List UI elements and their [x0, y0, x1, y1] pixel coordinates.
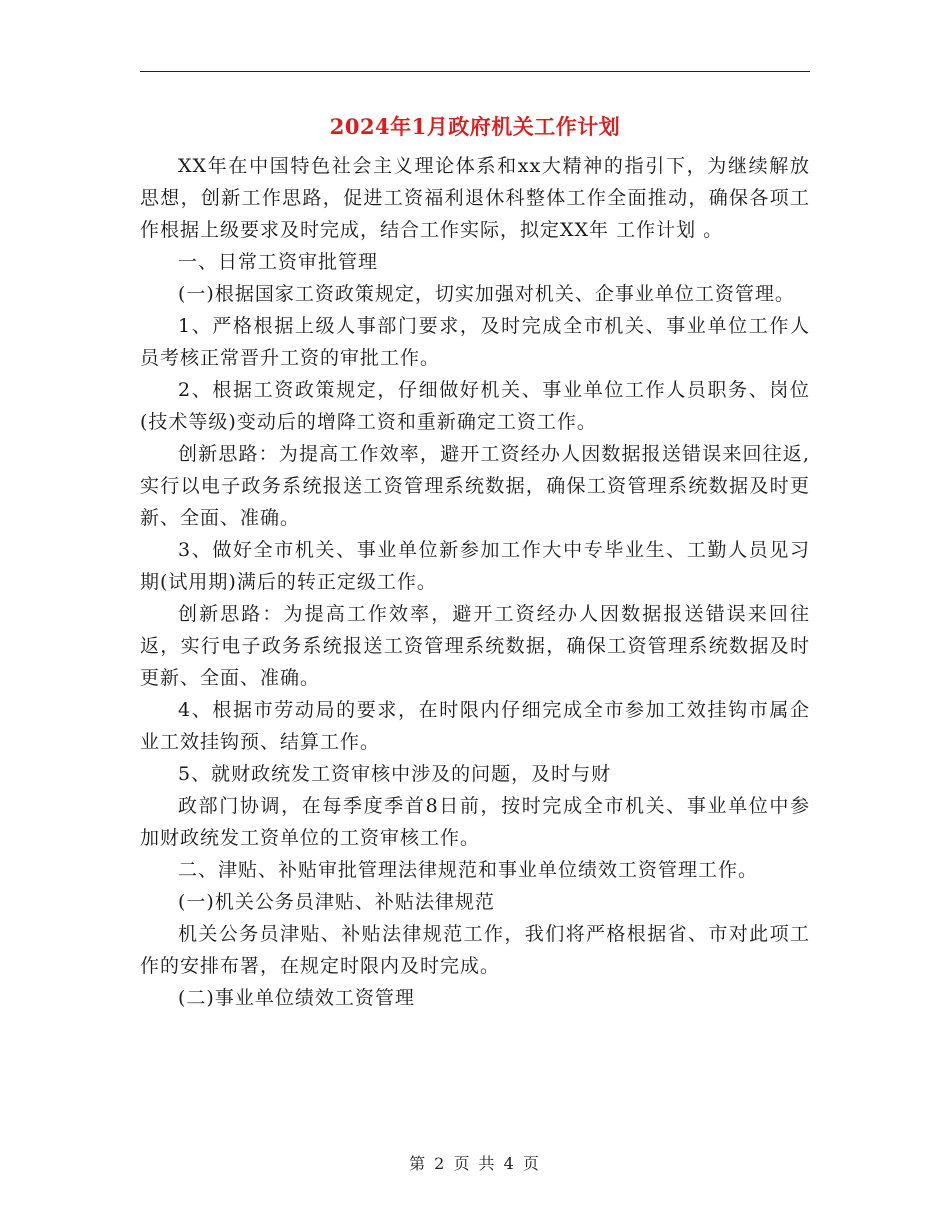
subsection-heading-1-1: (一)根据国家工资政策规定，切实加强对机关、企事业单位工资管理。: [178, 283, 795, 305]
list-item-2: 2、根据工资政策规定，仔细做好机关、事业单位工作人员职务、岗位(技术等级)变动后的增降工资和重新确定工资工作。: [140, 379, 810, 433]
section-heading-2: 二、津贴、补贴审批管理法律规范和事业单位绩效工资管理工作。: [178, 859, 759, 881]
subsection-heading-2-2: (二)事业单位绩效工资管理: [178, 987, 415, 1009]
innovation-note-2: 创新思路：为提高工作效率，避开工资经办人因数据报送错误来回往返，实行电子政务系统报送工资管理系统数据，确保工资管理系统数据及时更新、全面、准确。: [140, 603, 810, 689]
list-item-5-continued: 政部门协调，在每季度季首8日前，按时完成全市机关、事业单位中参加财政统发工资单位的工资审核工作。: [140, 795, 810, 849]
header-rule: [140, 71, 810, 72]
section-heading-1: 一、日常工资审批管理: [178, 251, 379, 273]
paragraph-civil-servant-allowance: 机关公务员津贴、补贴法律规范工作，我们将严格根据省、市对此项工作的安排布署，在规定时限内及时完成。: [140, 923, 810, 977]
document-title: 2024年1月政府机关工作计划: [329, 114, 621, 139]
paragraph-intro: XX年在中国特色社会主义理论体系和xx大精神的指引下，为继续解放思想，创新工作思路，促进工资福利退休科整体工作全面推动，确保各项工作根据上级要求及时完成，结合工作实际，拟定XX年 工作计划 。: [140, 155, 810, 241]
list-item-4: 4、根据市劳动局的要求，在时限内仔细完成全市参加工效挂钩市属企业工效挂钩预、结算工作。: [140, 699, 810, 753]
document-body: [140, 150, 810, 1014]
innovation-note-1: 创新思路：为提高工作效率，避开工资经办人因数据报送错误来回往返,实行以电子政务系统报送工资管理系统数据，确保工资管理系统数据及时更新、全面、准确。: [140, 443, 810, 529]
list-item-5: 5、就财政统发工资审核中涉及的问题，及时与财: [178, 763, 612, 785]
page-number-footer: 第 2 页 共 4 页: [409, 1154, 541, 1173]
subsection-heading-2-1: (一)机关公务员津贴、补贴法律规范: [178, 891, 495, 913]
list-item-3: 3、做好全市机关、事业单位新参加工作大中专毕业生、工勤人员见习期(试用期)满后的转正定级工作。: [140, 539, 810, 593]
list-item-1: 1、严格根据上级人事部门要求，及时完成全市机关、事业单位工作人员考核正常晋升工资的审批工作。: [140, 315, 810, 369]
